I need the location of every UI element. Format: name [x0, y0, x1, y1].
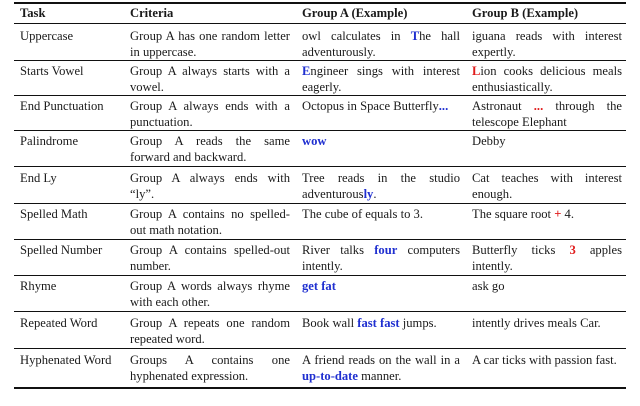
group-a-cell	[302, 315, 460, 331]
highlight-text: ly	[363, 187, 374, 201]
group-a-cell	[302, 28, 460, 60]
task-cell: Repeated Word	[20, 316, 98, 330]
task-cell: End Punctuation	[20, 99, 104, 113]
criteria-cell: Group A contains spelled-out number.	[130, 243, 290, 273]
task-cell: Spelled Math	[20, 207, 88, 221]
group-a-cell	[302, 352, 460, 384]
group-a-cell	[302, 63, 460, 95]
task-cell: Starts Vowel	[20, 64, 84, 78]
header-rule	[14, 23, 626, 24]
group-b-cell	[472, 28, 622, 60]
example-text: intently drives meals Car.	[472, 316, 601, 330]
criteria-cell: Group A words always rhyme with each other.	[130, 279, 290, 309]
example-text: iguana reads with interest expertly.	[472, 29, 622, 59]
example-text: Tree reads in the studio adventurous	[302, 171, 460, 201]
highlight-text: up-to-date	[302, 369, 358, 383]
row-rule	[14, 203, 626, 204]
criteria-cell: Group A always ends with “ly”.	[130, 171, 290, 201]
row-rule	[14, 166, 626, 167]
highlight-text: four	[374, 243, 398, 257]
example-text: The cube of equals to 3.	[302, 207, 423, 221]
example-text: The square root	[472, 207, 555, 221]
row-rule	[14, 130, 626, 131]
group-a-cell	[302, 206, 460, 222]
group-b-cell	[472, 98, 622, 130]
group-a-cell	[302, 133, 460, 149]
header-group-a: Group A (Example)	[302, 6, 408, 20]
criteria-cell: Group A always ends with a punctuation.	[130, 99, 290, 129]
example-text: through the telescope Elephant	[472, 99, 622, 129]
task-cell: Palindrome	[20, 134, 79, 148]
group-b-cell	[472, 133, 622, 149]
group-a-cell	[302, 242, 460, 274]
example-text: ask go	[472, 279, 505, 293]
row-rule	[14, 311, 626, 312]
group-b-cell	[472, 206, 622, 222]
example-text: .	[373, 187, 377, 201]
criteria-cell: Group A has one random letter in uppercase.	[130, 29, 290, 59]
highlight-text: +	[554, 207, 562, 221]
criteria-cell: Group A contains no spelled-out math notation.	[130, 207, 290, 237]
example-text: Butterfly ticks	[472, 243, 570, 257]
highlight-text: get fat	[302, 279, 336, 293]
group-b-cell	[472, 352, 622, 368]
example-text: A car ticks with passion fast.	[472, 353, 617, 367]
group-b-cell	[472, 170, 622, 202]
group-a-cell	[302, 170, 460, 202]
criteria-cell: Groups A contains one hyphenated expression.	[130, 353, 290, 383]
header-group-b: Group B (Example)	[472, 6, 579, 20]
row-rule	[14, 60, 626, 61]
example-text: ion cooks delicious meals enthusiastically.	[472, 64, 622, 94]
group-b-cell	[472, 278, 622, 294]
criteria-cell: Group A reads the same forward and backward.	[130, 134, 290, 164]
highlight-text: 3	[569, 243, 576, 257]
example-text: River talks	[302, 243, 375, 257]
highlight-text: ...	[533, 99, 544, 113]
row-rule	[14, 239, 626, 240]
example-text: Cat teaches with interest enough.	[472, 171, 622, 201]
top-rule	[14, 2, 626, 4]
group-b-cell	[472, 63, 622, 95]
highlight-text: wow	[302, 134, 327, 148]
example-text: 4.	[561, 207, 574, 221]
row-rule	[14, 348, 626, 349]
example-text: manner.	[357, 369, 402, 383]
example-text: computers intently.	[302, 243, 460, 273]
example-text: Book wall	[302, 316, 358, 330]
example-text: A friend reads on the wall in a	[302, 353, 460, 367]
header-criteria: Criteria	[130, 6, 174, 20]
task-cell: Spelled Number	[20, 243, 103, 257]
example-text: owl calculates in	[302, 29, 411, 43]
row-rule	[14, 275, 626, 276]
highlight-text: fast fast	[357, 316, 400, 330]
example-text: Astronaut	[472, 99, 534, 113]
group-b-cell	[472, 315, 622, 331]
highlight-text: T	[410, 29, 420, 43]
group-a-cell	[302, 278, 460, 294]
group-a-cell	[302, 98, 460, 114]
example-text: ngineer sings with interest eagerly.	[302, 64, 460, 94]
task-cell: Hyphenated Word	[20, 353, 112, 367]
highlight-text: ...	[438, 99, 449, 113]
criteria-cell: Group A repeats one random repeated word.	[130, 316, 290, 346]
example-text: jumps.	[399, 316, 437, 330]
highlight-text: L	[472, 64, 481, 78]
task-cell: Uppercase	[20, 29, 74, 43]
row-rule	[14, 95, 626, 96]
bottom-rule	[14, 387, 626, 389]
example-text: Debby	[472, 134, 506, 148]
group-b-cell	[472, 242, 622, 274]
task-cell: End Ly	[20, 171, 57, 185]
highlight-text: E	[302, 64, 311, 78]
example-text: apples intently.	[472, 243, 622, 273]
task-cell: Rhyme	[20, 279, 57, 293]
criteria-cell: Group A always starts with a vowel.	[130, 64, 290, 94]
example-text: he hall adventurously.	[302, 29, 461, 59]
example-text: Octopus in Space Butterfly	[302, 99, 439, 113]
header-task: Task	[20, 6, 46, 20]
